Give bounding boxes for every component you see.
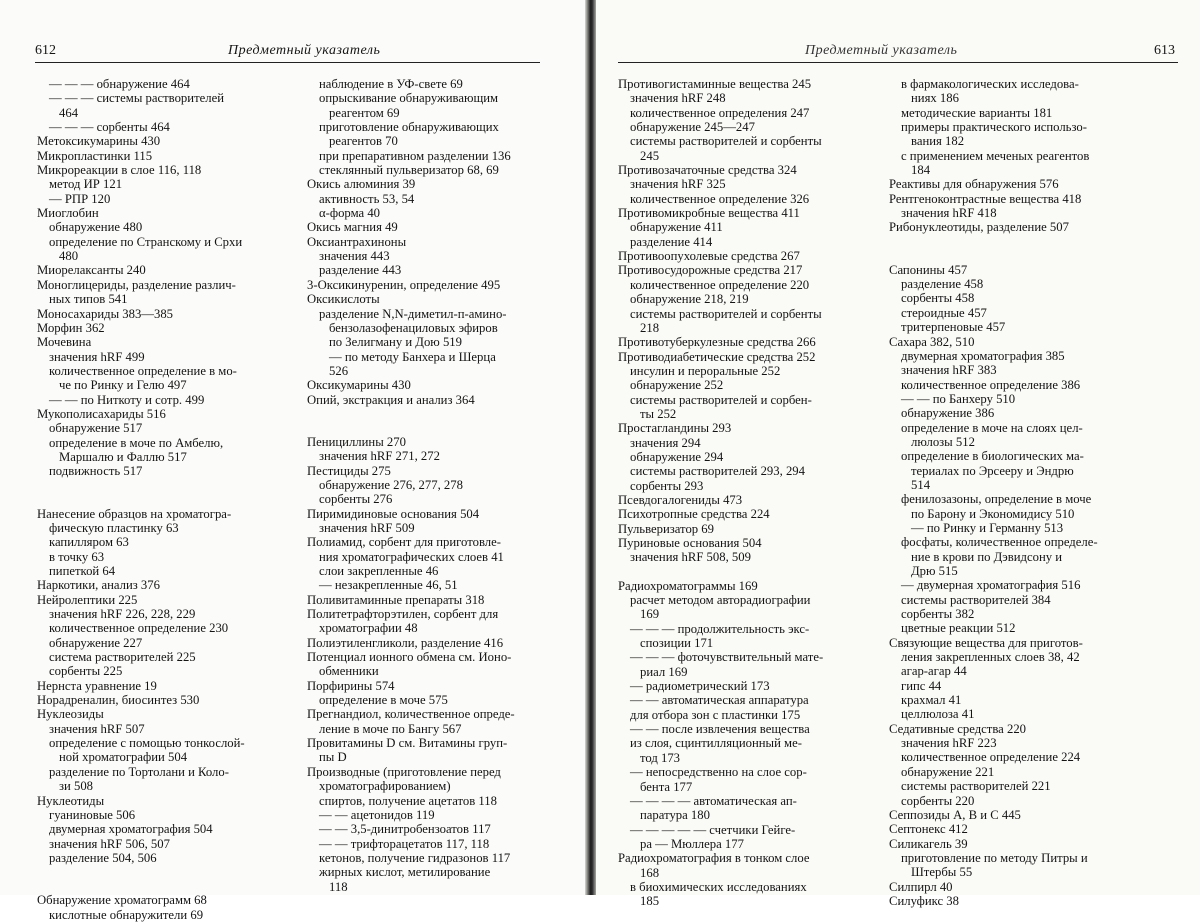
index-subentry: тритерпеновые 457 (901, 320, 1006, 335)
index-subentry: разделение 504, 506 (49, 850, 157, 865)
index-subentry: системы растворителей 384 (901, 592, 1051, 607)
index-subentry: целлюлоза 41 (901, 707, 975, 722)
index-subentry: обнаружение 276, 277, 278 (319, 477, 463, 492)
index-subentry: разделение 458 (901, 277, 984, 292)
index-subentry: сорбенты 293 (630, 478, 704, 493)
index-subentry: подвижность 517 (49, 464, 143, 479)
index-subentry: обнаружение 294 (630, 449, 724, 464)
index-subentry: Дрю 515 (911, 564, 958, 578)
index-subentry: — по Ринку и Германну 513 (911, 520, 1064, 535)
index-subentry: — по методу Банхера и Шерца (329, 349, 496, 364)
index-subentry: значения hRF 418 (901, 206, 997, 221)
index-subentry: сорбенты 382 (901, 607, 975, 622)
spacer (37, 879, 275, 893)
index-subentry: 464 (59, 105, 79, 120)
running-title: Предметный указатель (228, 43, 381, 58)
index-subentry: для отбора зон с пластинки 175 (630, 707, 801, 722)
index-subentry: капилляром 63 (49, 535, 129, 550)
index-heading: Мукополисахариды 516 (37, 406, 166, 421)
index-subentry: опрыскивание обнаруживающим (319, 91, 499, 106)
index-subentry: по Зелигману и Дою 519 (329, 335, 462, 350)
index-subentry: значения hRF 383 (901, 363, 997, 378)
index-subentry: двумерная хроматография 385 (901, 348, 1065, 363)
index-subentry: системы растворителей и сорбенты (630, 134, 822, 149)
left-page-header (35, 42, 540, 63)
index-subentry: количественное определение 326 (630, 191, 810, 206)
index-subentry: методические варианты 181 (901, 105, 1053, 120)
index-subentry: значения hRF 506, 507 (49, 836, 170, 851)
index-subentry: определение в моче 575 (319, 693, 448, 708)
index-subentry: жирных кислот, метилирование (319, 865, 491, 880)
index-subentry: количественное определение 386 (901, 377, 1081, 392)
index-subentry: крахмал 41 (901, 693, 962, 708)
index-heading: Противосудорожные средства 217 (618, 263, 803, 278)
index-heading: Окись алюминия 39 (307, 177, 416, 192)
index-heading: Сахара 382, 510 (889, 334, 975, 349)
index-subentry: риал 169 (640, 664, 688, 679)
spacer (889, 235, 1151, 249)
index-subentry: хроматографии 48 (319, 621, 418, 636)
index-heading: Прегнандиол, количественное опреде- (307, 707, 515, 722)
index-subentry: обнаружение 386 (901, 406, 995, 421)
spacer (618, 565, 873, 579)
index-subentry: паратура 180 (640, 808, 710, 823)
index-heading: Поливитаминные препараты 318 (307, 592, 485, 607)
index-subentry: ра — Мюллера 177 (640, 836, 744, 851)
index-subentry: определение в моче по Амбелю, (49, 435, 224, 450)
index-subentry: — — автоматическая аппаратура (630, 693, 809, 708)
index-subentry: обнаружение 227 (49, 635, 143, 650)
index-subentry: пипеткой 64 (49, 564, 116, 578)
index-heading: Септонекс 412 (889, 822, 968, 837)
index-subentry: — — по Ниткоту и сотр. 499 (49, 392, 205, 407)
index-column (889, 77, 1151, 908)
index-heading: Противотуберкулезные средства 266 (618, 335, 816, 350)
index-subentry: — — 3,5-динитробензоатов 117 (319, 822, 491, 837)
index-subentry: 526 (329, 363, 349, 378)
index-subentry: 245 (640, 148, 660, 163)
index-subentry: активность 53, 54 (319, 191, 415, 206)
index-subentry: разделение 414 (630, 234, 713, 249)
index-heading: Пиримидиновые основания 504 (307, 506, 480, 521)
spacer (889, 249, 1151, 263)
index-column (618, 77, 873, 909)
index-subentry: спозиции 171 (640, 636, 714, 651)
index-subentry: обнаружение 480 (49, 220, 143, 235)
spacer (37, 865, 275, 879)
index-subentry: значения hRF 248 (630, 91, 726, 106)
index-heading: Полиамид, сорбент для приготовле- (307, 535, 501, 550)
index-subentry: ных типов 541 (49, 292, 128, 307)
index-subentry: приготовление по методу Питры и (901, 850, 1088, 865)
index-subentry: Штербы 55 (911, 865, 973, 880)
index-subentry: разделение 443 (319, 263, 402, 278)
index-subentry: разделение N,N-диметил-п-амино- (319, 306, 507, 321)
index-heading: Противогистаминные вещества 245 (618, 77, 812, 91)
index-subentry: системы растворителей и сорбен- (630, 392, 812, 407)
index-subentry: количественное определение в мо- (49, 363, 237, 378)
index-subentry: 118 (329, 879, 348, 894)
index-subentry: стероидные 457 (901, 305, 987, 320)
index-subentry: метод ИР 121 (49, 177, 123, 192)
index-heading: Силикагель 39 (889, 836, 968, 851)
index-subentry: ление в моче по Бангу 567 (319, 721, 462, 736)
index-heading: Пестициды 275 (307, 463, 391, 478)
index-heading: Нуклеотиды (37, 793, 105, 808)
index-subentry: стеклянный пульверизатор 68, 69 (319, 163, 499, 178)
index-subentry: системы растворителей 221 (901, 779, 1051, 794)
index-subentry: агар-агар 44 (901, 664, 967, 679)
index-heading: Пенициллины 270 (307, 434, 406, 449)
index-heading: Микропластинки 115 (37, 148, 153, 163)
index-heading: Реактивы для обнаружения 576 (889, 177, 1059, 192)
index-heading: Рентгеноконтрастные вещества 418 (889, 191, 1082, 206)
index-heading: Нанесение образцов на хроматогра- (37, 506, 232, 521)
index-subentry: териалах по Эрсееру и Эндрю (911, 463, 1074, 478)
index-subentry: — — по Банхеру 510 (901, 391, 1016, 406)
index-subentry: при препаративном разделении 136 (319, 148, 511, 163)
index-heading: Противодиабетические средства 252 (618, 349, 816, 364)
index-subentry: примеры практического использо- (901, 120, 1087, 135)
index-subentry: гуаниновые 506 (49, 807, 136, 822)
index-subentry: фосфаты, количественное определе- (901, 535, 1098, 550)
index-heading: Потенциал ионного обмена см. Ионо- (307, 650, 512, 665)
index-heading: Психотропные средства 224 (618, 507, 770, 522)
index-subentry: значения hRF 507 (49, 721, 145, 736)
index-subentry: — — — — — счетчики Гейге- (630, 822, 796, 837)
index-subentry: α-форма 40 (319, 206, 381, 221)
index-heading: Моносахариды 383—385 (37, 306, 174, 321)
index-subentry: бензолазофенациловых эфиров (329, 320, 498, 335)
index-subentry: сорбенты 220 (901, 793, 975, 808)
index-subentry: — непосредственно на слое сор- (630, 765, 807, 780)
index-heading: Морфин 362 (37, 320, 105, 335)
index-heading: Порфирины 574 (307, 678, 395, 693)
index-subentry: 514 (911, 477, 931, 492)
index-heading: Мочевина (37, 335, 92, 350)
index-subentry: обнаружение 252 (630, 378, 724, 393)
index-heading: Противозачаточные средства 324 (618, 163, 797, 178)
index-subentry: значения hRF 508, 509 (630, 550, 751, 565)
index-subentry: в точку 63 (49, 549, 105, 564)
index-subentry: сорбенты 458 (901, 291, 975, 306)
index-subentry: ной хроматографии 504 (59, 750, 188, 765)
index-heading: Противоопухолевые средства 267 (618, 249, 800, 264)
spacer (37, 493, 275, 507)
index-subentry: Маршалю и Фаллю 517 (59, 449, 187, 464)
index-subentry: определение в моче на слоях цел- (901, 420, 1083, 435)
index-subentry: разделение по Тортолани и Коло- (49, 764, 229, 779)
page-number: 612 (35, 43, 56, 58)
index-subentry: фическую пластинку 63 (49, 520, 179, 535)
index-heading: Сапонины 457 (889, 262, 968, 277)
index-subentry: — незакрепленные 46, 51 (319, 578, 458, 593)
index-subentry: вания 182 (911, 134, 965, 149)
index-subentry: ния хроматографических слоев 41 (319, 549, 504, 564)
index-subentry: — двумерная хроматография 516 (901, 578, 1081, 593)
index-heading: Силпирл 40 (889, 879, 953, 894)
index-subentry: обнаружение 517 (49, 421, 143, 436)
index-heading: Метоксикумарины 430 (37, 134, 161, 149)
index-heading: Политетрафторэтилен, сорбент для (307, 607, 499, 622)
index-subentry: сорбенты 225 (49, 664, 123, 679)
index-subentry: ниях 186 (911, 91, 959, 106)
index-subentry: обменники (319, 664, 379, 679)
index-subentry: 218 (640, 320, 660, 335)
index-subentry: обнаружение 411 (630, 220, 723, 235)
running-title: Предметный указатель (805, 43, 958, 58)
index-heading: Связующие вещества для приготов- (889, 635, 1083, 650)
index-subentry: бента 177 (640, 779, 693, 794)
index-subentry: слои закрепленные 46 (319, 564, 439, 578)
index-subentry: системы растворителей 293, 294 (630, 464, 805, 479)
index-subentry: значения 294 (630, 435, 701, 450)
index-heading: Рибонуклеотиды, разделение 507 (889, 220, 1069, 235)
index-heading: Окись магния 49 (307, 220, 398, 235)
index-heading: 3-Оксикинуренин, определение 495 (307, 277, 501, 292)
index-subentry: гипс 44 (901, 678, 942, 693)
index-subentry: 185 (640, 894, 660, 909)
index-subentry: 480 (59, 249, 79, 264)
index-subentry: значения hRF 271, 272 (319, 449, 440, 464)
index-column (307, 77, 542, 894)
index-column (37, 77, 275, 922)
index-subentry: — — — сорбенты 464 (49, 120, 170, 135)
index-heading: Наркотики, анализ 376 (37, 578, 160, 593)
index-subentry: обнаружение 245—247 (630, 120, 755, 135)
index-subentry: фенилозазоны, определение в моче (901, 492, 1092, 507)
index-heading: Радиохроматография в тонком слое (618, 851, 810, 866)
index-subentry: — — трифторацетатов 117, 118 (319, 836, 490, 851)
index-subentry: хроматографированием) (319, 779, 451, 794)
index-heading: Нуклеозиды (37, 707, 104, 722)
index-subentry: пы D (319, 750, 347, 765)
index-subentry: — — — обнаружение 464 (49, 77, 190, 91)
index-subentry: — — ацетонидов 119 (319, 807, 435, 822)
index-heading: Псевдогалогениды 473 (618, 492, 743, 507)
index-heading: Миорелаксанты 240 (37, 263, 146, 278)
index-subentry: че по Ринку и Гелю 497 (59, 378, 187, 393)
index-subentry: ты 252 (640, 406, 677, 421)
index-subentry: 169 (640, 607, 660, 622)
index-heading: Сеппозиды А, В и С 445 (889, 807, 1021, 822)
index-heading: Нернста уравнение 19 (37, 678, 157, 693)
index-subentry: зи 508 (59, 779, 94, 794)
index-heading: Оксиантрахиноны (307, 234, 407, 249)
index-heading: Обнаружение хроматограмм 68 (37, 893, 207, 908)
index-subentry: инсулин и пероральные 252 (630, 363, 781, 378)
index-subentry: 184 (911, 163, 931, 178)
index-subentry: ления закрепленных слоев 38, 42 (901, 650, 1080, 665)
index-subentry: спиртов, получение ацетатов 118 (319, 793, 497, 808)
index-subentry: значения hRF 223 (901, 736, 997, 751)
index-heading: Силуфикс 38 (889, 893, 959, 908)
index-subentry: количественное определение 220 (630, 277, 810, 292)
index-subentry: определение в биологических ма- (901, 449, 1084, 464)
index-heading: Моноглицериды, разделение различ- (37, 277, 236, 292)
index-subentry: количественное определения 247 (630, 105, 810, 120)
index-subentry: определение с помощью тонкослой- (49, 736, 245, 751)
index-subentry: значения hRF 325 (630, 177, 726, 192)
index-subentry: — — — — автоматическая ап- (630, 793, 797, 808)
index-subentry: кислотные обнаружители 69 (49, 907, 204, 922)
index-heading: Противомикробные вещества 411 (618, 206, 800, 221)
index-heading: Опий, экстракция и анализ 364 (307, 392, 475, 407)
index-subentry: значения 443 (319, 249, 390, 264)
index-subentry: количественное определение 224 (901, 750, 1081, 765)
index-heading: Пульверизатор 69 (618, 521, 714, 536)
index-subentry: — — — фоточувствительный мате- (630, 650, 824, 665)
index-subentry: с применением меченых реагентов (901, 148, 1090, 163)
index-subentry: тод 173 (640, 750, 681, 765)
index-heading: Провитамины D см. Витамины груп- (307, 736, 508, 751)
index-subentry: люлозы 512 (911, 434, 975, 449)
index-subentry: цветные реакции 512 (901, 621, 1016, 636)
index-heading: Норадреналин, биосинтез 530 (37, 693, 200, 708)
index-subentry: — — — системы растворителей (49, 91, 224, 106)
index-subentry: система растворителей 225 (49, 650, 196, 665)
index-subentry: сорбенты 276 (319, 492, 393, 507)
index-heading: Полиэтиленгликоли, разделение 416 (307, 635, 504, 650)
index-subentry: из слоя, сцинтилляционный ме- (630, 736, 802, 751)
page-number: 613 (1154, 43, 1175, 58)
index-subentry: значения hRF 226, 228, 229 (49, 607, 196, 622)
index-subentry: реагентов 70 (329, 134, 398, 149)
index-heading: Пуриновые основания 504 (618, 536, 762, 550)
spacer (307, 421, 542, 435)
index-heading: Миоглобин (37, 206, 99, 221)
index-subentry: значения hRF 499 (49, 349, 145, 364)
index-subentry: приготовление обнаруживающих (319, 120, 499, 135)
index-subentry: реагентом 69 (329, 105, 400, 120)
index-subentry: количественное определение 230 (49, 621, 229, 636)
index-subentry: системы растворителей и сорбенты (630, 306, 822, 321)
index-heading: Седативные средства 220 (889, 721, 1027, 736)
index-subentry: — радиометрический 173 (630, 679, 770, 694)
index-subentry: — РПР 120 (49, 191, 111, 206)
index-heading: Простагландины 293 (618, 421, 732, 436)
index-subentry: — — после извлечения вещества (630, 722, 810, 737)
index-heading: Радиохроматограммы 169 (618, 578, 758, 593)
index-subentry: в фармакологических исследова- (901, 77, 1079, 91)
index-subentry: расчет методом авторадиографии (630, 593, 811, 608)
index-heading: Оксикумарины 430 (307, 378, 411, 393)
index-heading: Оксикислоты (307, 292, 380, 307)
index-subentry: по Барону и Экономидису 510 (911, 506, 1075, 521)
index-heading: Микрореакции в слое 116, 118 (37, 163, 202, 178)
left-page (0, 0, 591, 922)
index-heading: Нейролептики 225 (37, 592, 138, 607)
right-page-header (618, 42, 1178, 63)
index-subentry: наблюдение в УФ-свете 69 (319, 77, 463, 91)
index-subentry: ние в крови по Дэвидсону и (911, 549, 1063, 564)
right-page (596, 0, 1200, 909)
index-subentry: в биохимических исследованиях (630, 879, 807, 894)
index-subentry: двумерная хроматография 504 (49, 822, 213, 837)
index-heading: Производные (приготовление перед (307, 764, 501, 779)
index-subentry: обнаружение 221 (901, 764, 995, 779)
index-subentry: — — — продолжительность экс- (630, 621, 810, 636)
index-subentry: обнаружение 218, 219 (630, 292, 749, 307)
spacer (307, 407, 542, 421)
index-subentry: кетонов, получение гидразонов 117 (319, 850, 511, 865)
index-subentry: значения hRF 509 (319, 520, 415, 535)
index-subentry: определение по Странскому и Срхи (49, 234, 243, 249)
index-subentry: 168 (640, 865, 660, 880)
spacer (37, 479, 275, 493)
